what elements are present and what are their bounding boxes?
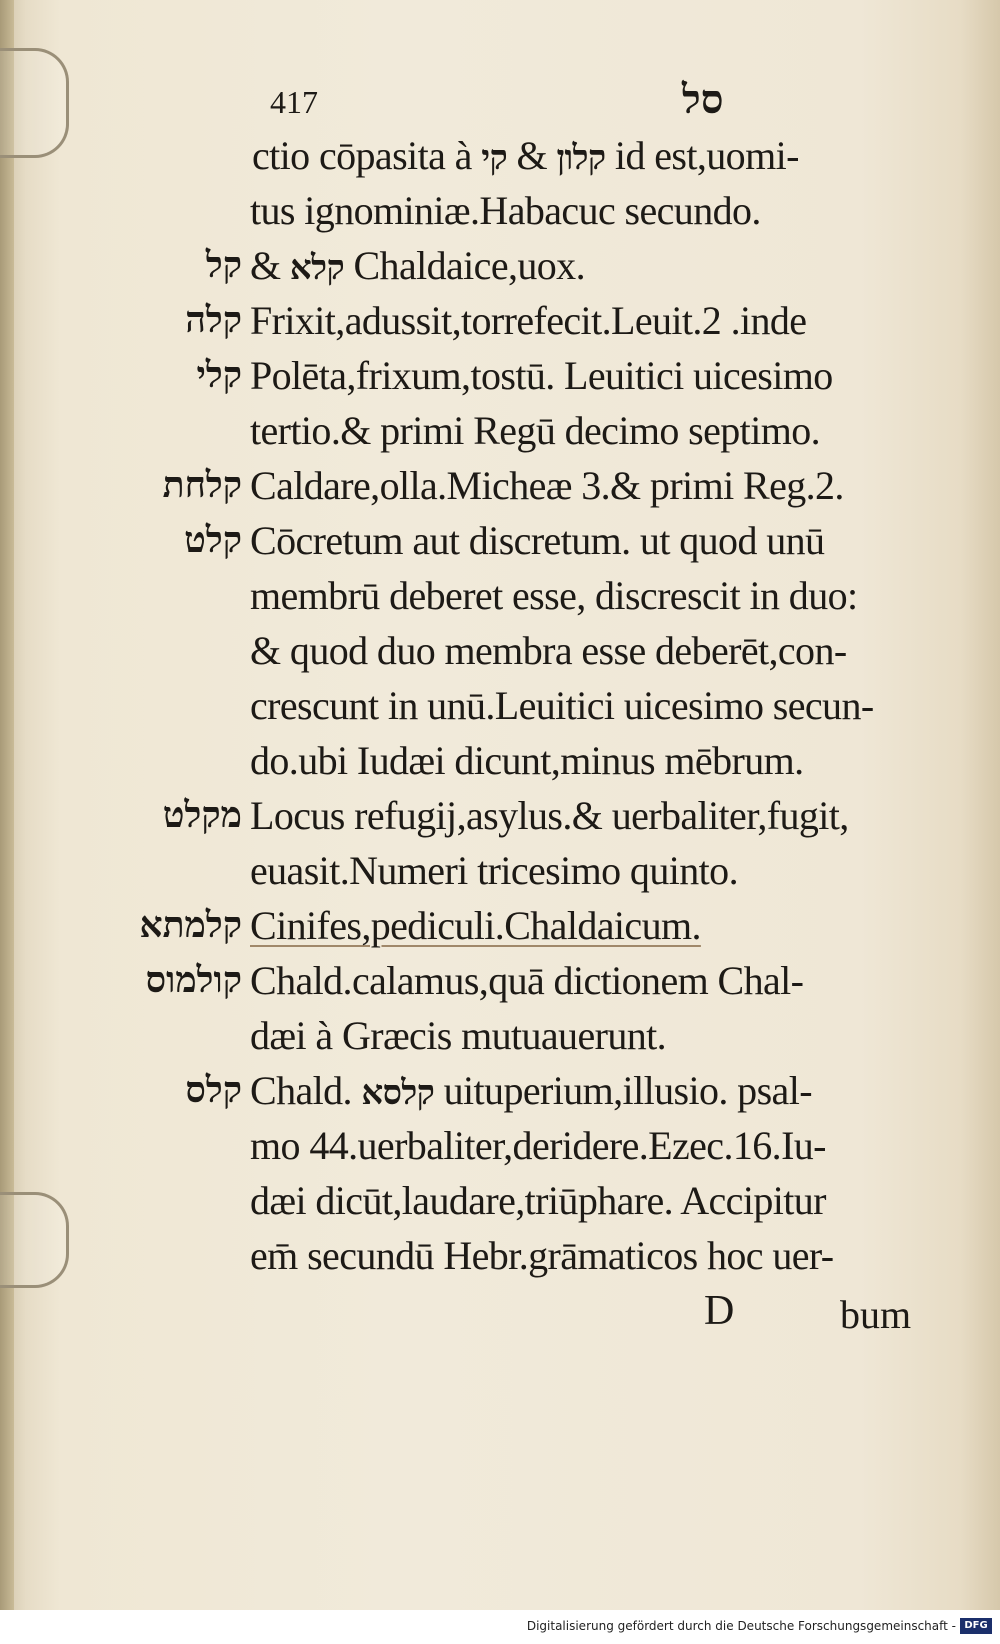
text-segment: & xyxy=(507,133,557,178)
hebrew-headword: קל xyxy=(205,244,242,286)
hebrew-headword: מקלט xyxy=(162,794,242,836)
latin-gloss: do.ubi Iudæi dicunt,minus mēbrum. xyxy=(250,738,804,783)
latin-gloss: Frixit,adussit,torrefecit.Leuit.2 .inde xyxy=(250,298,807,343)
signature-row xyxy=(0,1287,1000,1342)
hebrew-inline-word: קי xyxy=(481,138,508,178)
page-header xyxy=(270,76,770,130)
latin-gloss: euasit.Numeri tricesimo quinto. xyxy=(250,848,738,893)
text-line xyxy=(0,462,1000,517)
latin-gloss: crescunt in unū.Leuitici uicesimo secun- xyxy=(250,683,874,728)
dictionary-entries xyxy=(0,132,1000,1342)
text-line xyxy=(0,187,1000,242)
text-segment: id est,uomi- xyxy=(605,133,799,178)
text-line xyxy=(0,737,1000,792)
text-line xyxy=(0,352,1000,407)
text-line xyxy=(0,1177,1000,1232)
text-line xyxy=(0,517,1000,572)
latin-gloss: dæi dicūt,laudare,triūphare. Accipitur xyxy=(250,1178,826,1223)
latin-gloss: tus ignominiæ.Habacuc secundo. xyxy=(250,188,761,233)
latin-gloss: Cōcretum aut discretum. ut quod unū xyxy=(250,518,825,563)
hebrew-headword: קולמוס xyxy=(145,959,242,1001)
text-segment: & xyxy=(250,243,290,288)
text-line xyxy=(0,682,1000,737)
running-head: סל xyxy=(682,76,724,123)
page-number: 417 xyxy=(270,84,318,120)
catchword: bum xyxy=(840,1292,912,1337)
text-segment: Chald. xyxy=(250,1068,362,1113)
latin-gloss: Cinifes,pediculi.Chaldaicum. xyxy=(250,903,701,948)
text-line xyxy=(0,847,1000,902)
hebrew-inline-word: קלא xyxy=(289,248,345,288)
latin-gloss: Caldare,olla.Micheæ 3.& primi Reg.2. xyxy=(250,463,844,508)
text-segment: ctio cōpasita à xyxy=(252,133,482,178)
text-line xyxy=(0,957,1000,1012)
text-line xyxy=(0,242,1000,297)
hebrew-headword: קלמתא xyxy=(139,904,242,946)
hebrew-headword: קלס xyxy=(185,1069,242,1111)
text-line xyxy=(0,297,1000,352)
signature-mark: D xyxy=(704,1288,735,1334)
latin-gloss: tertio.& primi Regū decimo septimo. xyxy=(250,408,821,453)
latin-gloss: mo 44.uerbaliter,deridere.Ezec.16.Iu- xyxy=(250,1123,826,1168)
latin-gloss: Locus refugij,asylus.& uerbaliter,fugit, xyxy=(250,793,849,838)
text-line xyxy=(0,132,1000,187)
text-line xyxy=(0,902,1000,957)
hebrew-headword: קלי xyxy=(196,354,242,396)
latin-gloss: em̄ secundū Hebr.grāmaticos hoc uer- xyxy=(250,1233,834,1278)
latin-gloss: Chald.calamus,quā dictionem Chal- xyxy=(250,958,804,1003)
footer-bar xyxy=(0,1610,1000,1644)
text-line xyxy=(0,1232,1000,1287)
hebrew-headword: קלחת xyxy=(162,464,242,506)
hebrew-inline-word: קלסא xyxy=(361,1073,435,1113)
text-line xyxy=(0,572,1000,627)
latin-gloss xyxy=(250,1067,812,1114)
text-line xyxy=(0,1122,1000,1177)
latin-gloss: dæi à Græcis mutuauerunt. xyxy=(250,1013,667,1058)
text-segment: Chaldaice,uox. xyxy=(344,243,585,288)
text-line xyxy=(0,1067,1000,1122)
text-line xyxy=(0,627,1000,682)
hebrew-headword: קלה xyxy=(185,299,242,341)
text-segment: uituperium,illusio. psal- xyxy=(434,1068,812,1113)
text-line xyxy=(0,1012,1000,1067)
latin-gloss: membrū deberet esse, discrescit in duo: xyxy=(250,573,858,618)
latin-gloss: Polēta,frixum,tostū. Leuitici uicesimo xyxy=(250,353,833,398)
latin-gloss xyxy=(252,132,799,179)
latin-gloss xyxy=(250,242,585,289)
text-line xyxy=(0,407,1000,462)
digitization-credit: Digitalisierung gefördert durch die Deutsche Forschungsgemeinschaft - xyxy=(526,1619,956,1633)
dfg-logo: DFG xyxy=(960,1618,992,1634)
hebrew-inline-word: קלון xyxy=(556,138,606,178)
latin-gloss: & quod duo membra esse deberēt,con- xyxy=(250,628,847,673)
text-line xyxy=(0,792,1000,847)
hebrew-headword: קלט xyxy=(184,519,242,561)
